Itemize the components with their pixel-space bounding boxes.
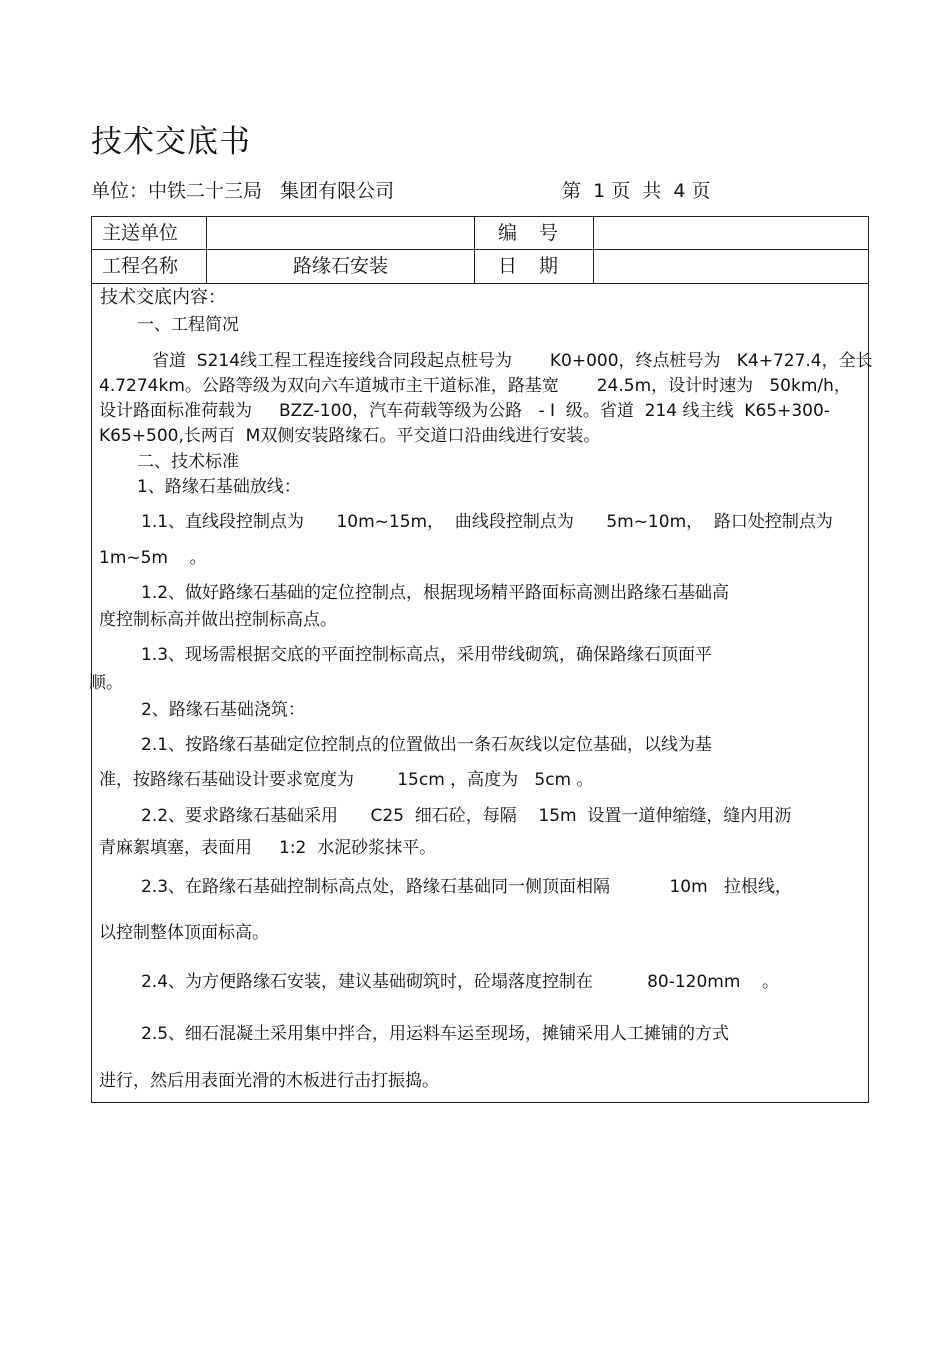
table-row-project	[92, 250, 868, 284]
item-2-5-line-1: 2.5、细石混凝土采用集中拌合，用运料车运至现场，摊铺采用人工摊铺的方式	[141, 1024, 730, 1044]
number-value	[594, 217, 868, 249]
content-heading: 技术交底内容：	[100, 287, 226, 308]
item-1-3-line-1: 1.3、现场需根据交底的平面控制标高点，采用带线砌筑，确保路缘石顶面平	[141, 645, 713, 665]
date-value	[594, 250, 868, 283]
overview-line-1: 省道 S214线工程工程连接线合同段起点桩号为 K0+000，终点桩号为 K4+727.4，全长	[152, 351, 873, 371]
item-1-1-line-1: 1.1、直线段控制点为 10m~15m， 曲线段控制点为 5m~10m， 路口处控制点为	[141, 512, 833, 532]
overview-line-2: 4.7274km。公路等级为双向六车道城市主干道标准，路基宽 24.5m，设计时速为 50km/h，	[99, 376, 851, 396]
project-value: 路缘石安装	[207, 250, 475, 283]
item-2-1-line-2: 准，按路缘石基础设计要求宽度为 15cm ，高度为 5cm 。	[99, 770, 594, 790]
item-1-heading: 1、路缘石基础放线：	[137, 477, 301, 497]
overview-line-4: K65+500,长两百 M双侧安装路缘石。平交道口沿曲线进行安装。	[99, 426, 601, 446]
overview-line-3: 设计路面标准荷载为 BZZ-100，汽车荷载等级为公路 - I 级。省道 214 线主线 K65+300-	[99, 401, 830, 421]
item-2-1-line-1: 2.1、按路缘石基础定位控制点的位置做出一条石灰线以定位基础，以线为基	[141, 735, 713, 755]
send-unit-label: 主送单位	[92, 217, 207, 249]
item-2-2-line-2: 青麻絮填塞，表面用 1:2 水泥砂浆抹平。	[99, 838, 437, 858]
item-1-3-line-2: 顺。	[89, 673, 123, 693]
number-label: 编号	[475, 217, 594, 249]
section-2-heading: 二、技术标准	[137, 452, 239, 472]
item-2-3-line-2: 以控制整体顶面标高。	[99, 923, 269, 943]
item-2-heading: 2、路缘石基础浇筑：	[141, 700, 305, 720]
send-unit-value	[207, 217, 475, 249]
item-1-1-line-2: 1m~5m 。	[99, 548, 207, 568]
table-row-send-unit	[92, 217, 868, 250]
unit-line: 单位：中铁二十三局 集团有限公司	[91, 180, 395, 202]
item-1-2-line-2: 度控制标高并做出控制标高点。	[99, 610, 337, 630]
item-2-5-line-2: 进行，然后用表面光滑的木板进行击打振捣。	[99, 1071, 439, 1091]
project-label: 工程名称	[92, 250, 207, 283]
item-2-2-line-1: 2.2、要求路缘石基础采用 C25 细石砼，每隔 15m 设置一道伸缩缝，缝内用沥	[141, 806, 792, 826]
date-label: 日期	[475, 250, 594, 283]
disclosure-table	[89, 216, 873, 1103]
document-title: 技术交底书	[91, 124, 251, 160]
section-1-heading: 一、工程简况	[137, 315, 239, 335]
item-2-3-line-1: 2.3、在路缘石基础控制标高点处，路缘石基础同一侧顶面相隔 10m 拉根线，	[141, 877, 792, 897]
item-1-2-line-1: 1.2、做好路缘石基础的定位控制点，根据现场精平路面标高测出路缘石基础高	[141, 583, 730, 603]
page-info: 第 1 页 共 4 页	[562, 180, 711, 202]
item-2-4-line-1: 2.4、为方便路缘石安装，建议基础砌筑时，砼塌落度控制在 80-120mm 。	[141, 972, 780, 992]
